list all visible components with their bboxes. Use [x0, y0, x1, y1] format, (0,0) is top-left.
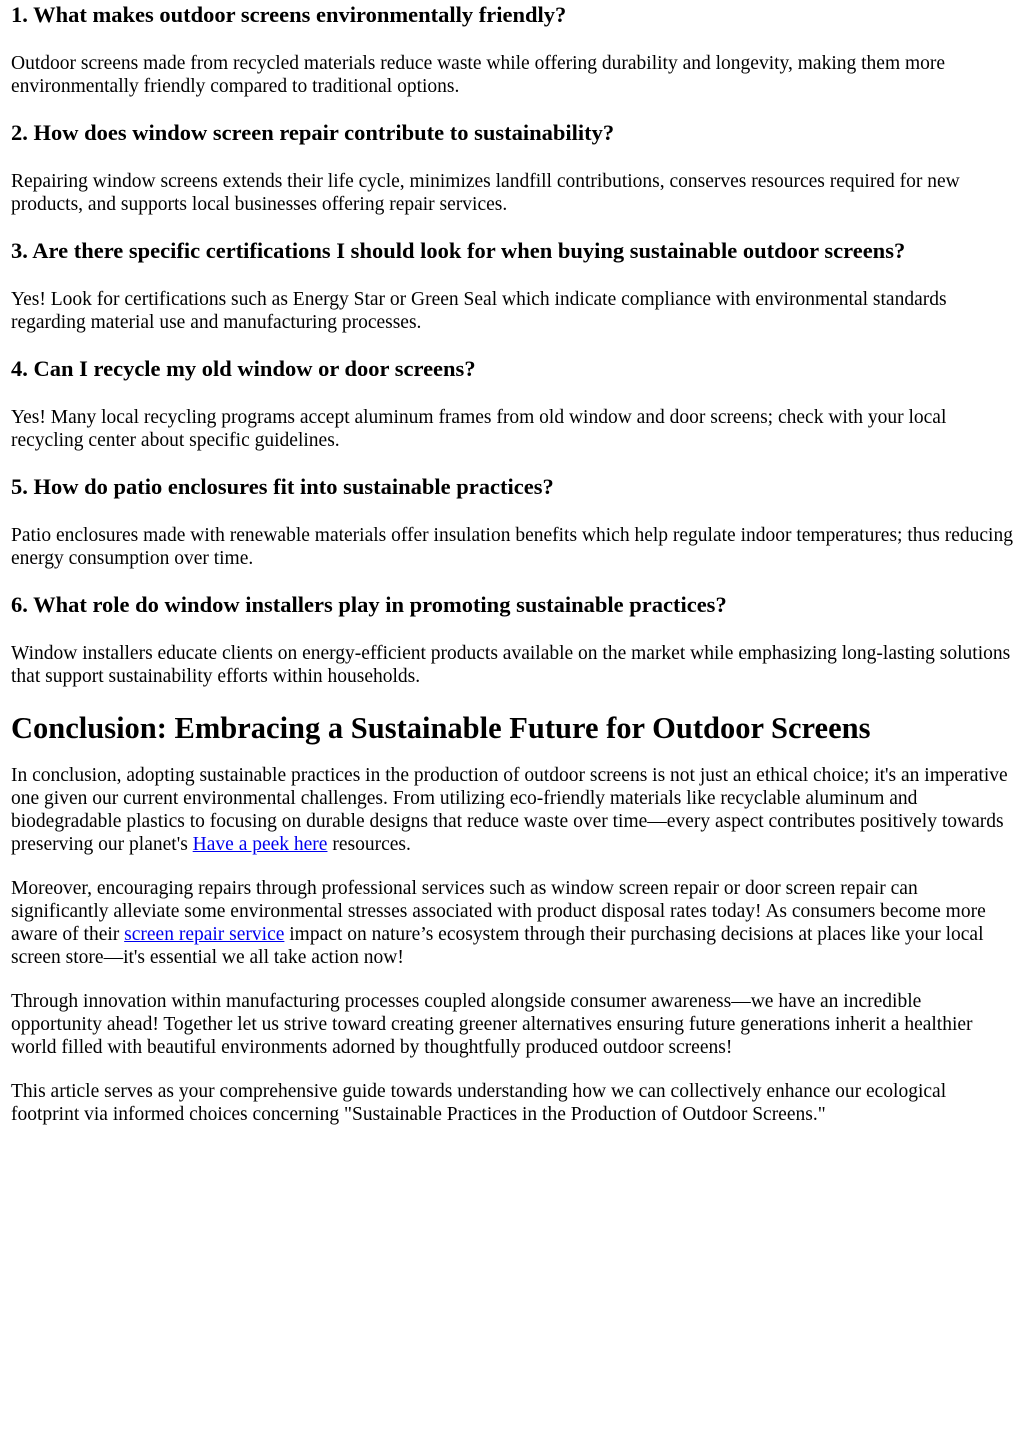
paragraph-text: impact on nature’s ecosystem through their purchasing decisions at places like your local screen store—it's essential we all take action now! — [11, 924, 984, 968]
faq-question: 1. What makes outdoor screens environmentally friendly? — [11, 2, 567, 27]
faq-answer: Window installers educate clients on energy-efficient products available on the market while emphasizing long-lasting solutions that support sustainability efforts within households. — [11, 643, 1011, 687]
faq-answer: Repairing window screens extends their life cycle, minimizes landfill contributions, conserves resources required for new products, and supports local businesses offering repair services. — [11, 171, 960, 215]
conclusion-paragraph-3: Through innovation within manufacturing processes coupled alongside consumer awareness—we have an incredible opportunity ahead! Together let us strive toward creating greener alternatives ensuring future generations inherit a healthier world filled with beautiful environments adorned by thoughtfully produced outdoor screens! — [11, 991, 973, 1058]
have-a-peek-here-link[interactable]: Have a peek here — [192, 834, 328, 855]
paragraph-text: resources. — [327, 834, 411, 855]
faq-answer: Yes! Look for certifications such as Energy Star or Green Seal which indicate compliance with environmental standards regarding material use and manufacturing processes. — [11, 289, 947, 333]
faq-question: 4. Can I recycle my old window or door screens? — [11, 356, 476, 381]
faq-answer: Outdoor screens made from recycled materials reduce waste while offering durability and longevity, making them more environmentally friendly compared to traditional options. — [11, 53, 946, 97]
conclusion-title: Conclusion: Embracing a Sustainable Future for Outdoor Screens — [11, 711, 871, 745]
faq-item — [11, 120, 1013, 216]
faq-answer: Patio enclosures made with renewable materials offer insulation benefits which help regulate indoor temperatures; thus reducing energy consumption over time. — [11, 525, 1013, 569]
faq-item — [11, 474, 1013, 570]
conclusion-paragraph-1 — [11, 764, 1013, 856]
faq-question: 2. How does window screen repair contribute to sustainability? — [11, 120, 615, 145]
conclusion-paragraph-4: This article serves as your comprehensive guide towards understanding how we can collectively enhance our ecological footprint via informed choices concerning "Sustainable Practices in the Production of Outdoor Screens." — [11, 1081, 947, 1125]
faq-answer: Yes! Many local recycling programs accept aluminum frames from old window and door screens; check with your local recycling center about specific guidelines. — [11, 407, 947, 451]
paragraph-text: In conclusion, adopting sustainable practices in the production of outdoor screens is not just an ethical choice; it's an imperative one given our current environmental challenges. From utilizing eco-friendly materials like recyclable aluminum and biodegradable plastics to focusing on durable designs that reduce waste over time—every aspect contributes positively towards preserving our planet's — [11, 765, 1008, 855]
faq-question: 5. How do patio enclosures fit into sustainable practices? — [11, 474, 554, 499]
conclusion-paragraph-2 — [11, 877, 1013, 969]
faq-question: 3. Are there specific certifications I should look for when buying sustainable outdoor screens? — [11, 238, 906, 263]
conclusion-section — [11, 710, 1013, 1126]
paragraph-text: Moreover, encouraging repairs through professional services such as window screen repair or door screen repair can significantly alleviate some environmental stresses associated with product disposal rates today! As consumers become more aware of their — [11, 878, 986, 945]
faq-section — [11, 0, 1013, 688]
faq-question: 6. What role do window installers play in promoting sustainable practices? — [11, 592, 727, 617]
faq-item — [11, 592, 1013, 688]
faq-item — [11, 356, 1013, 452]
faq-item — [11, 0, 1013, 98]
screen-repair-service-link[interactable]: screen repair service — [124, 924, 285, 945]
faq-item — [11, 238, 1013, 334]
